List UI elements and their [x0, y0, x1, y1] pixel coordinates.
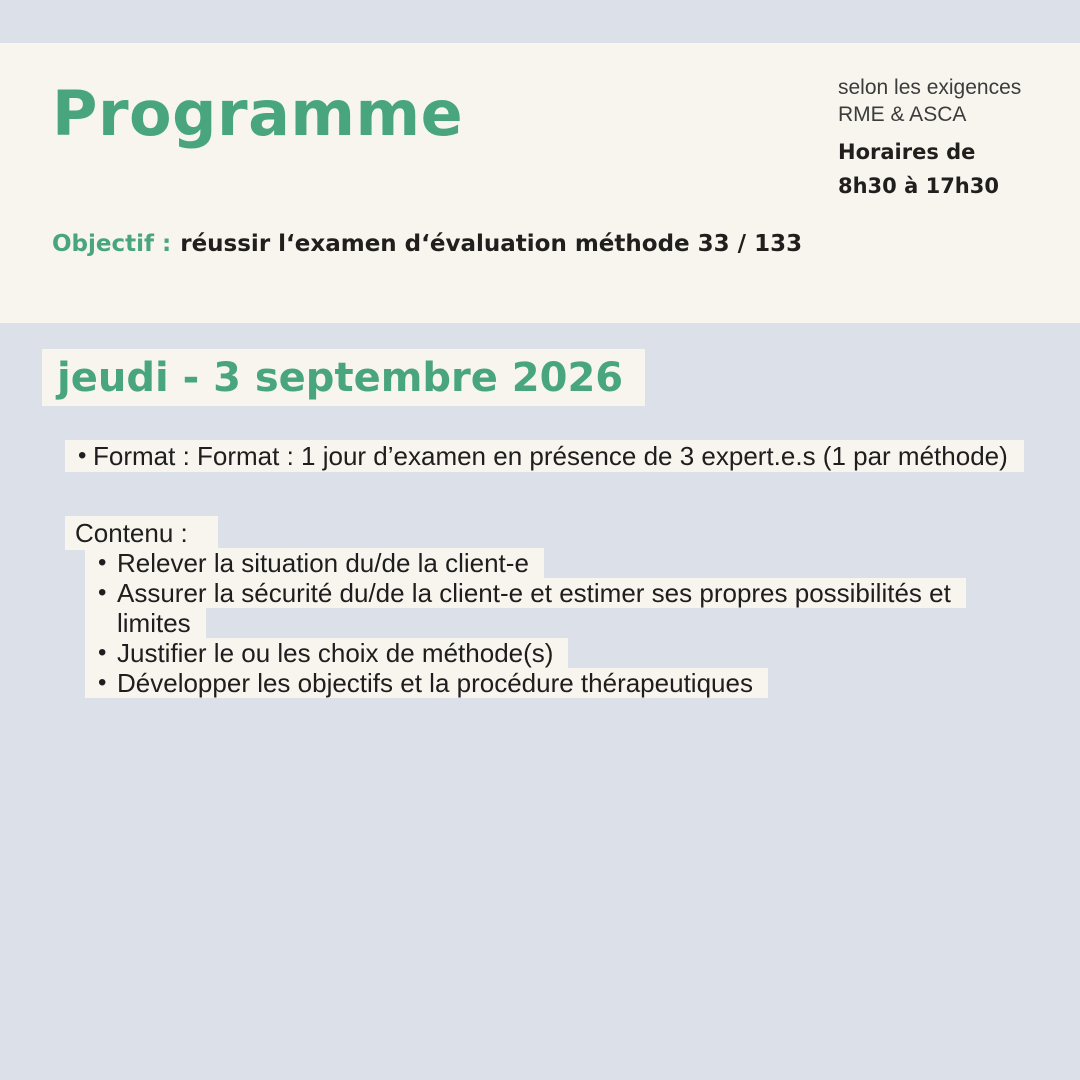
list-item-continuation: limites	[85, 608, 206, 638]
hours-value: 8h30 à 17h30	[838, 174, 999, 198]
contenu-label: Contenu :	[65, 516, 218, 550]
contenu-list	[85, 548, 966, 698]
date-heading: jeudi - 3 septembre 2026	[42, 349, 645, 406]
body-section	[0, 323, 1080, 1080]
requirements-line-2: RME & ASCA	[838, 103, 967, 126]
requirements-block	[838, 74, 1058, 203]
objective-text: réussir l‘examen d‘évaluation méthode 33 / 133	[180, 231, 803, 257]
list-item: • Justifier le ou les choix de méthode(s)	[85, 638, 568, 668]
hours-label: Horaires de	[838, 140, 976, 164]
top-band	[0, 0, 1080, 43]
objective-line	[52, 229, 802, 259]
list-item: • Relever la situation du/de la client-e	[85, 548, 544, 578]
requirements-line-1: selon les exigences	[838, 76, 1022, 99]
objective-label: Objectif :	[52, 231, 172, 257]
list-item: • Assurer la sécurité du/de la client-e et estimer ses propres possibilités et	[85, 578, 966, 608]
format-item: • Format : Format : 1 jour d’examen en présence de 3 expert.e.s (1 par méthode)	[65, 440, 1024, 472]
page-title: Programme	[52, 77, 464, 150]
list-item: • Développer les objectifs et la procédure thérapeutiques	[85, 668, 768, 698]
